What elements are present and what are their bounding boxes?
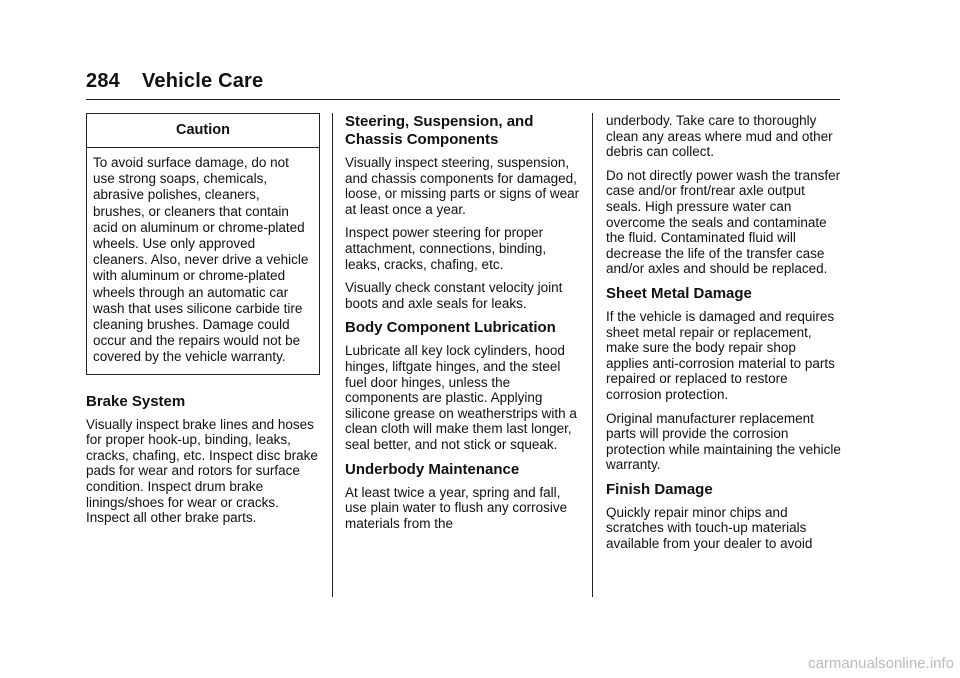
sheet-metal-paragraph-2: Original manufacturer replacement parts will provide the corrosion protection while maintaining the vehicle warranty. <box>606 410 841 473</box>
underbody-paragraph-1: At least twice a year, spring and fall, use plain water to flush any corrosive materials from the <box>345 484 568 531</box>
header-rule <box>86 99 840 100</box>
page-number: 284 <box>86 70 120 92</box>
column-2 <box>345 113 581 539</box>
steering-paragraph-1: Visually inspect steering, suspension, and chassis components for damaged, loose, or missing parts or signs of wear at least once a year. <box>345 155 580 217</box>
column-1 <box>86 113 320 534</box>
brake-system-heading: Brake System <box>86 392 186 410</box>
sheet-metal-heading: Sheet Metal Damage <box>606 284 752 302</box>
body-lubrication-heading: Body Component Lubrication <box>345 319 556 337</box>
watermark: carmanualsonline.info <box>808 655 954 672</box>
caution-title: Caution <box>87 114 319 148</box>
finish-damage-heading: Finish Damage <box>606 480 713 498</box>
steering-paragraph-2: Inspect power steering for proper attachment, connections, binding, leaks, cracks, chafing, etc. <box>345 225 547 272</box>
body-lubrication-text: Lubricate all key lock cylinders, hood hinges, liftgate hinges, and the steel fuel door hinges, unless the components are plastic. Applying silicone grease on weatherstrips with a clean cloth will make them last longer, seal better, and not stick or squeak. <box>345 343 577 452</box>
section-title: Vehicle Care <box>141 70 264 92</box>
page-header <box>86 70 263 93</box>
column-divider-1 <box>332 113 333 597</box>
column-3 <box>606 113 842 560</box>
underbody-paragraph-2: Do not directly power wash the transfer case and/or front/rear axle output seals. High pressure water can overcome the seals and contaminate the fluid. Contaminated fluid will decrease the life of the transfer case and/or axles and should be replaced. <box>606 167 841 277</box>
finish-damage-text: Quickly repair minor chips and scratches with touch-up materials available from your dealer to avoid <box>606 504 813 552</box>
steering-paragraph-3: Visually check constant velocity joint boots and axle seals for leaks. <box>345 280 563 311</box>
sheet-metal-paragraph-1: If the vehicle is damaged and requires sheet metal repair or replacement, make sure the body repair shop applies anti-corrosion material to parts repaired or replaced to restore corrosion protection. <box>606 308 835 402</box>
caution-box <box>86 113 320 375</box>
underbody-heading: Underbody Maintenance <box>345 460 520 478</box>
underbody-paragraph-1-continued: underbody. Take care to thoroughly clean any areas where mud and other debris can collect. <box>606 113 833 160</box>
steering-heading: Steering, Suspension, and Chassis Components <box>345 113 534 148</box>
brake-system-text: Visually inspect brake lines and hoses for proper hook-up, binding, leaks, cracks, chafing, etc. Inspect disc brake pads for wear and rotors for surface condition. Inspect drum brake linings/shoes for wear or cracks. Inspect all other brake parts. <box>86 416 318 526</box>
column-divider-2 <box>592 113 593 597</box>
caution-text: To avoid surface damage, do not use strong soaps, chemicals, abrasive polishes, cleaners, brushes, or cleaners that contain acid on aluminum or chrome-plated wheels. Use only approved cleaners. Also, never drive a vehicle with aluminum or chrome-plated wheels through an automatic car wash that uses silicone carbide tire cleaning brushes. Damage could occur and the repairs would not be covered by the vehicle warranty. <box>93 155 309 365</box>
